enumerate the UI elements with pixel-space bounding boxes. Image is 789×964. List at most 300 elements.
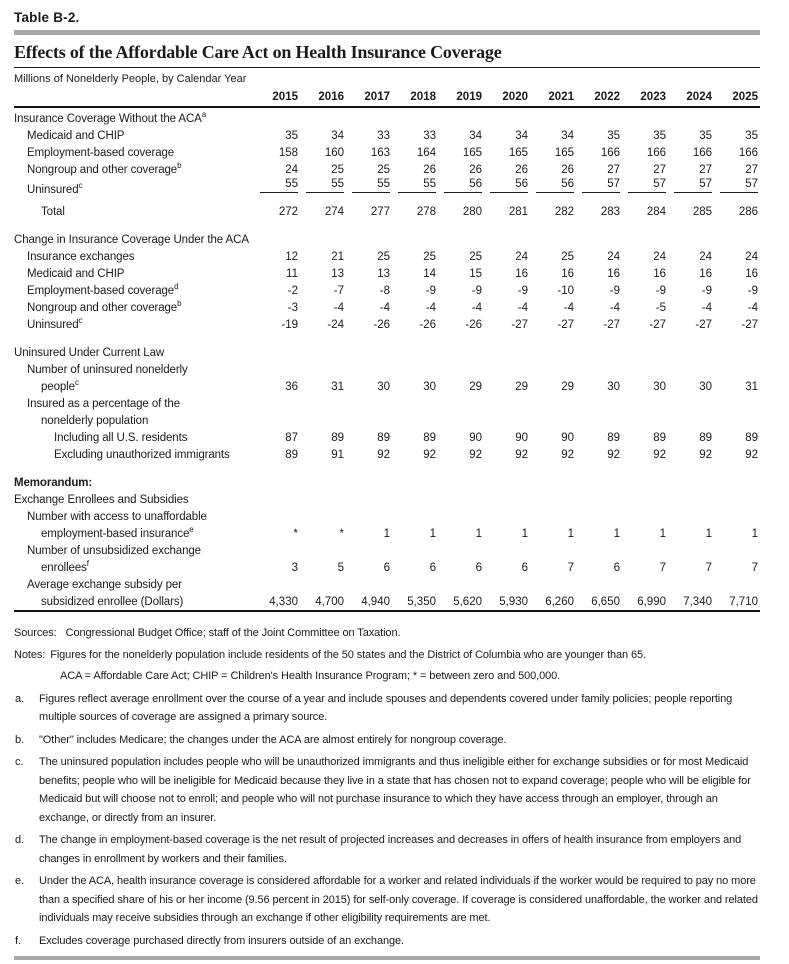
cell-value: -9 — [609, 285, 620, 297]
cell-value — [392, 393, 438, 410]
cell-value: 26 — [561, 164, 574, 176]
cell-value: 35 — [653, 130, 666, 142]
cell-value — [714, 472, 760, 489]
footnote-letter: c. — [15, 756, 24, 768]
cell-value: 30 — [377, 381, 390, 393]
sum-rule-segment: 57 — [674, 178, 712, 193]
cell-value — [300, 176, 346, 196]
cell-value — [254, 574, 300, 591]
cell-value — [300, 107, 346, 125]
cell-value: 5,930 — [499, 596, 528, 608]
cell-value — [254, 176, 300, 196]
cell-value — [392, 574, 438, 591]
row-label: Medicaid and CHIP — [27, 268, 125, 280]
cell-value — [714, 229, 760, 246]
cell-value: 165 — [462, 147, 482, 159]
cell-value — [484, 342, 530, 359]
cell-value: 27 — [653, 164, 666, 176]
cell-value — [622, 472, 668, 489]
cell-value: 165 — [554, 147, 574, 159]
cell-value: 25 — [423, 251, 436, 263]
cell-value: 1 — [705, 528, 712, 540]
cell-value — [438, 410, 484, 427]
cell-value: 1 — [475, 528, 482, 540]
year-column-header: 2022 — [576, 91, 622, 107]
cell-value: 7 — [567, 562, 574, 574]
cell-value: 92 — [607, 449, 620, 461]
cell-value: 26 — [423, 164, 436, 176]
cell-value — [346, 489, 392, 506]
cell-value: 26 — [469, 164, 482, 176]
cell-value — [254, 342, 300, 359]
cell-value: -3 — [287, 302, 298, 314]
table-row — [14, 359, 760, 376]
sum-rule-segment: 56 — [536, 178, 574, 193]
table-row — [14, 393, 760, 410]
footnote-marker: c — [78, 316, 83, 326]
cell-value: 160 — [324, 147, 344, 159]
row-label: Nongroup and other coverage$^b$ — [27, 299, 182, 314]
cell-value: 1 — [429, 528, 436, 540]
cell-value — [668, 574, 714, 591]
cell-value — [576, 342, 622, 359]
cell-value — [622, 107, 668, 125]
year-column-header: 2017 — [346, 91, 392, 107]
footnote-item — [14, 727, 760, 750]
row-label: Including all U.S. residents — [54, 432, 188, 444]
footnote-text: The change in employment-based coverage is the net result of projected increases and decreases in offers of health insurance from employers and changes in enrollment by workers and their families. — [39, 834, 742, 865]
year-column-header: 2024 — [668, 91, 714, 107]
cell-value: 92 — [745, 449, 758, 461]
cell-value — [668, 540, 714, 557]
cell-value — [300, 506, 346, 523]
cell-value — [346, 506, 392, 523]
cell-value: * — [339, 528, 344, 540]
cell-value: 25 — [377, 251, 390, 263]
cell-value: * — [293, 528, 298, 540]
footnote-item — [14, 827, 760, 868]
cell-value — [484, 229, 530, 246]
cell-value — [714, 574, 760, 591]
cell-value — [392, 107, 438, 125]
cell-value: 25 — [469, 251, 482, 263]
top-gray-rule — [14, 30, 760, 35]
cell-value: 31 — [331, 381, 344, 393]
table-row — [14, 410, 760, 427]
cell-value: 5 — [337, 562, 344, 574]
cell-value — [714, 410, 760, 427]
spacer-cell — [14, 461, 760, 472]
footnote-marker: d — [174, 282, 179, 292]
cell-value: 284 — [646, 206, 666, 218]
footnote-text: Excludes coverage purchased directly from insurers outside of an exchange. — [39, 934, 404, 947]
cell-value — [300, 342, 346, 359]
cell-value: -4 — [379, 302, 390, 314]
cell-value — [576, 359, 622, 376]
cell-value — [484, 176, 530, 196]
year-column-header: 2023 — [622, 91, 668, 107]
cell-value: 16 — [699, 268, 712, 280]
sum-rule-segment: 57 — [582, 178, 620, 193]
title-rule — [14, 67, 760, 68]
cell-value: 92 — [699, 449, 712, 461]
row-label: Uninsured$^c$ — [27, 316, 83, 331]
cell-value: 34 — [469, 130, 482, 142]
cell-value — [438, 359, 484, 376]
cell-value — [392, 410, 438, 427]
cell-value — [668, 342, 714, 359]
cell-value: 5,620 — [453, 596, 482, 608]
row-label: Memorandum: — [14, 477, 93, 489]
notes-line — [14, 643, 760, 665]
cell-value: 13 — [377, 268, 390, 280]
cell-value: 7 — [705, 562, 712, 574]
section-row — [14, 472, 760, 489]
cell-value — [530, 176, 576, 196]
year-column-header: 2015 — [254, 91, 300, 107]
cell-value: 89 — [653, 432, 666, 444]
cell-value: 34 — [561, 130, 574, 142]
cell-value — [622, 342, 668, 359]
cell-value: 89 — [745, 432, 758, 444]
cell-value: 92 — [423, 449, 436, 461]
cell-value — [530, 540, 576, 557]
cell-value — [714, 393, 760, 410]
cell-value — [392, 176, 438, 196]
cell-value: -4 — [425, 302, 436, 314]
cell-value: 1 — [567, 528, 574, 540]
cell-value: 16 — [653, 268, 666, 280]
cell-value: 6,650 — [591, 596, 620, 608]
table-subtitle: Millions of Nonelderly People, by Calendar Year — [14, 73, 247, 85]
cell-value — [484, 393, 530, 410]
sum-rule-segment: 56 — [490, 178, 528, 193]
row-label: Number with access to unaffordable — [27, 511, 207, 523]
table-row — [14, 376, 760, 393]
table-row — [14, 142, 760, 159]
cell-value: 90 — [469, 432, 482, 444]
cell-value — [576, 540, 622, 557]
row-label: nonelderly population — [41, 415, 149, 427]
cell-value: -9 — [471, 285, 482, 297]
year-column-header: 2021 — [530, 91, 576, 107]
cell-value — [254, 359, 300, 376]
cell-value — [668, 489, 714, 506]
cell-value — [392, 506, 438, 523]
cell-value: 90 — [515, 432, 528, 444]
cell-value: 90 — [561, 432, 574, 444]
table-row — [14, 444, 760, 461]
cell-value: 35 — [745, 130, 758, 142]
cell-value — [254, 472, 300, 489]
cell-value: 277 — [370, 206, 390, 218]
cell-value: 1 — [383, 528, 390, 540]
cell-value — [346, 540, 392, 557]
cell-value: -9 — [517, 285, 528, 297]
cell-value — [438, 342, 484, 359]
cell-value: 166 — [646, 147, 666, 159]
footnote-text: Under the ACA, health insurance coverage is considered affordable for a worker and related individuals if the worker would be required to pay no more than a specified share of his or her income (9.56 percent in 2015) for self-only coverage. If coverage is considered unaffordable, the worker and related individuals may receive subsidies through an exchange if other eligibility requirements are met. — [39, 875, 758, 924]
cell-value: 166 — [692, 147, 712, 159]
footnote-item — [14, 928, 760, 951]
cell-value: -27 — [511, 319, 528, 331]
cell-value: -27 — [741, 319, 758, 331]
cell-value: 6 — [383, 562, 390, 574]
cell-value — [530, 506, 576, 523]
row-label: Average exchange subsidy per — [27, 579, 182, 591]
row-label: Insurance exchanges — [27, 251, 135, 263]
table-header — [14, 91, 760, 107]
sources-line — [14, 621, 760, 643]
cell-value — [484, 410, 530, 427]
cell-value: -7 — [333, 285, 344, 297]
cell-value: 3 — [291, 562, 298, 574]
cell-value — [622, 393, 668, 410]
cell-value — [438, 574, 484, 591]
footnote-item — [14, 686, 760, 727]
cell-value — [622, 574, 668, 591]
spacer-row — [14, 218, 760, 229]
cell-value: 35 — [285, 130, 298, 142]
cell-value — [530, 342, 576, 359]
table-row — [14, 314, 760, 331]
cell-value — [300, 359, 346, 376]
cell-value — [392, 489, 438, 506]
table-row — [14, 574, 760, 591]
cell-value: 283 — [600, 206, 620, 218]
footnote-letter: e. — [15, 875, 25, 887]
cell-value: 89 — [377, 432, 390, 444]
cell-value — [438, 540, 484, 557]
row-label: Insurance Coverage Without the ACA$^a$ — [14, 110, 207, 125]
cell-value — [346, 107, 392, 125]
cell-value: -27 — [695, 319, 712, 331]
cell-value — [576, 176, 622, 196]
notes-label: Notes: — [14, 648, 46, 661]
table-row — [14, 297, 760, 314]
row-label: Insured as a percentage of the — [27, 398, 180, 410]
table-bottom-rule — [14, 610, 760, 612]
footnote-marker: b — [177, 299, 182, 309]
cell-value — [392, 472, 438, 489]
page-title: Effects of the Affordable Care Act on Health Insurance Coverage — [14, 42, 502, 62]
table-row — [14, 246, 760, 263]
table-row — [14, 557, 760, 574]
cell-value: 21 — [331, 251, 344, 263]
cell-value — [530, 229, 576, 246]
year-column-header: 2025 — [714, 91, 760, 107]
cell-value — [668, 393, 714, 410]
sources-text: Congressional Budget Office; staff of the Joint Committee on Taxation. — [65, 627, 401, 639]
cell-value: -9 — [701, 285, 712, 297]
cell-value: -4 — [471, 302, 482, 314]
cell-value — [484, 506, 530, 523]
cell-value: -5 — [655, 302, 666, 314]
row-label: enrollees$^f$ — [41, 559, 89, 574]
cell-value — [254, 229, 300, 246]
cell-value: 12 — [285, 251, 298, 263]
footnote-text: Figures reflect average enrollment over the course of a year and include spouses and dependents covered under family policies; people reporting multiple sources of coverage are assigned a primary source. — [39, 692, 733, 723]
cell-value: 6 — [613, 562, 620, 574]
cell-value: 16 — [607, 268, 620, 280]
cell-value: 1 — [659, 528, 666, 540]
sum-rule-segment: 55 — [306, 178, 344, 193]
cell-value: 25 — [561, 251, 574, 263]
cell-value — [668, 107, 714, 125]
cell-value: 24 — [607, 251, 620, 263]
table-row — [14, 489, 760, 506]
cell-value — [714, 489, 760, 506]
cell-value — [484, 359, 530, 376]
cell-value — [438, 393, 484, 410]
spacer-cell — [14, 331, 760, 342]
row-label: subsidized enrollee (Dollars) — [41, 596, 184, 608]
cell-value: 166 — [600, 147, 620, 159]
cell-value — [714, 540, 760, 557]
cell-value: 4,940 — [361, 596, 390, 608]
cell-value — [346, 342, 392, 359]
row-label: Exchange Enrollees and Subsidies — [14, 494, 189, 506]
cell-value: 16 — [561, 268, 574, 280]
cell-value — [254, 506, 300, 523]
table-row — [14, 176, 760, 196]
table-row — [14, 159, 760, 176]
cell-value: -19 — [281, 319, 298, 331]
table-row — [14, 280, 760, 297]
cell-value — [346, 472, 392, 489]
cell-value: -24 — [327, 319, 344, 331]
cell-value — [300, 472, 346, 489]
table-row — [14, 506, 760, 523]
cell-value: 29 — [469, 381, 482, 393]
row-label: Employment-based coverage — [27, 147, 175, 159]
row-label: Nongroup and other coverage$^b$ — [27, 161, 182, 176]
sum-rule-segment: 55 — [352, 178, 390, 193]
cell-value: -4 — [609, 302, 620, 314]
cell-value: 166 — [738, 147, 758, 159]
section-row — [14, 342, 760, 359]
cell-value — [576, 107, 622, 125]
row-label: Uninsured$^c$ — [27, 181, 83, 196]
cell-value: 13 — [331, 268, 344, 280]
sum-rule-segment: 55 — [260, 178, 298, 193]
cell-value — [622, 506, 668, 523]
cell-value: 36 — [285, 381, 298, 393]
cell-value — [714, 107, 760, 125]
abbreviations-line: ACA = Affordable Care Act; CHIP = Children's Health Insurance Program; * = between zero and 500,000. — [60, 670, 561, 682]
cell-value: 89 — [331, 432, 344, 444]
cell-value: 16 — [745, 268, 758, 280]
cell-value: 26 — [515, 164, 528, 176]
cell-value: 6,990 — [637, 596, 666, 608]
cell-value: 92 — [561, 449, 574, 461]
sum-rule-segment: 56 — [444, 178, 482, 193]
footnote-marker: a — [201, 110, 207, 120]
table-row — [14, 263, 760, 280]
cell-value — [530, 393, 576, 410]
cell-value — [714, 359, 760, 376]
cell-value: 6,260 — [545, 596, 574, 608]
cell-value — [254, 540, 300, 557]
cell-value — [530, 489, 576, 506]
cell-value — [346, 229, 392, 246]
cell-value — [576, 472, 622, 489]
footnote-text: "Other" includes Medicare; the changes under the ACA are almost entirely for nongroup coverage. — [39, 733, 507, 746]
footnote-letter: b. — [15, 733, 25, 746]
footnote-marker: b — [177, 161, 182, 171]
cell-value: 29 — [515, 381, 528, 393]
cell-value: -27 — [649, 319, 666, 331]
footnote-marker: c — [74, 378, 79, 388]
cell-value — [346, 359, 392, 376]
cell-value — [392, 359, 438, 376]
cell-value — [576, 506, 622, 523]
cell-value: 30 — [423, 381, 436, 393]
sum-rule-segment: 57 — [720, 178, 758, 193]
footnote-item — [14, 749, 760, 827]
cell-value — [438, 107, 484, 125]
cell-value: 31 — [745, 381, 758, 393]
spacer-row — [14, 331, 760, 342]
cell-value: 30 — [699, 381, 712, 393]
cell-value: 7,340 — [683, 596, 712, 608]
cell-value — [438, 506, 484, 523]
cell-value: 30 — [653, 381, 666, 393]
cell-value — [484, 472, 530, 489]
cell-value: 34 — [515, 130, 528, 142]
cell-value: 92 — [469, 449, 482, 461]
cell-value: 164 — [416, 147, 436, 159]
row-label: Medicaid and CHIP — [27, 130, 125, 142]
footnote-letter: a. — [15, 692, 25, 705]
cell-value — [668, 359, 714, 376]
spacer-cell — [14, 218, 760, 229]
cell-value: 280 — [462, 206, 482, 218]
cell-value — [714, 506, 760, 523]
cell-value: 163 — [370, 147, 390, 159]
cell-value: -26 — [465, 319, 482, 331]
cell-value: -26 — [373, 319, 390, 331]
footnote-marker: f — [86, 559, 89, 569]
cell-value: 286 — [738, 206, 758, 218]
cell-value — [530, 472, 576, 489]
cell-value: 27 — [607, 164, 620, 176]
footnote-letter: d. — [15, 834, 25, 846]
cell-value: 92 — [653, 449, 666, 461]
year-column-header: 2019 — [438, 91, 484, 107]
cell-value — [576, 489, 622, 506]
cell-value — [622, 359, 668, 376]
row-label: employment-based insurance$^e$ — [41, 525, 194, 540]
cell-value: 6 — [429, 562, 436, 574]
cell-value: 33 — [377, 130, 390, 142]
cell-value — [576, 229, 622, 246]
cell-value — [300, 229, 346, 246]
cell-value: 7 — [751, 562, 758, 574]
cell-value — [392, 229, 438, 246]
cell-value — [254, 410, 300, 427]
cell-value: -2 — [287, 285, 298, 297]
cell-value — [622, 489, 668, 506]
table-row — [14, 125, 760, 142]
year-column-header: 2018 — [392, 91, 438, 107]
cell-value: 4,330 — [269, 596, 298, 608]
year-header-spacer — [14, 91, 254, 107]
cell-value: -4 — [517, 302, 528, 314]
cell-value: 33 — [423, 130, 436, 142]
table-row — [14, 591, 760, 608]
cell-value: 25 — [377, 164, 390, 176]
